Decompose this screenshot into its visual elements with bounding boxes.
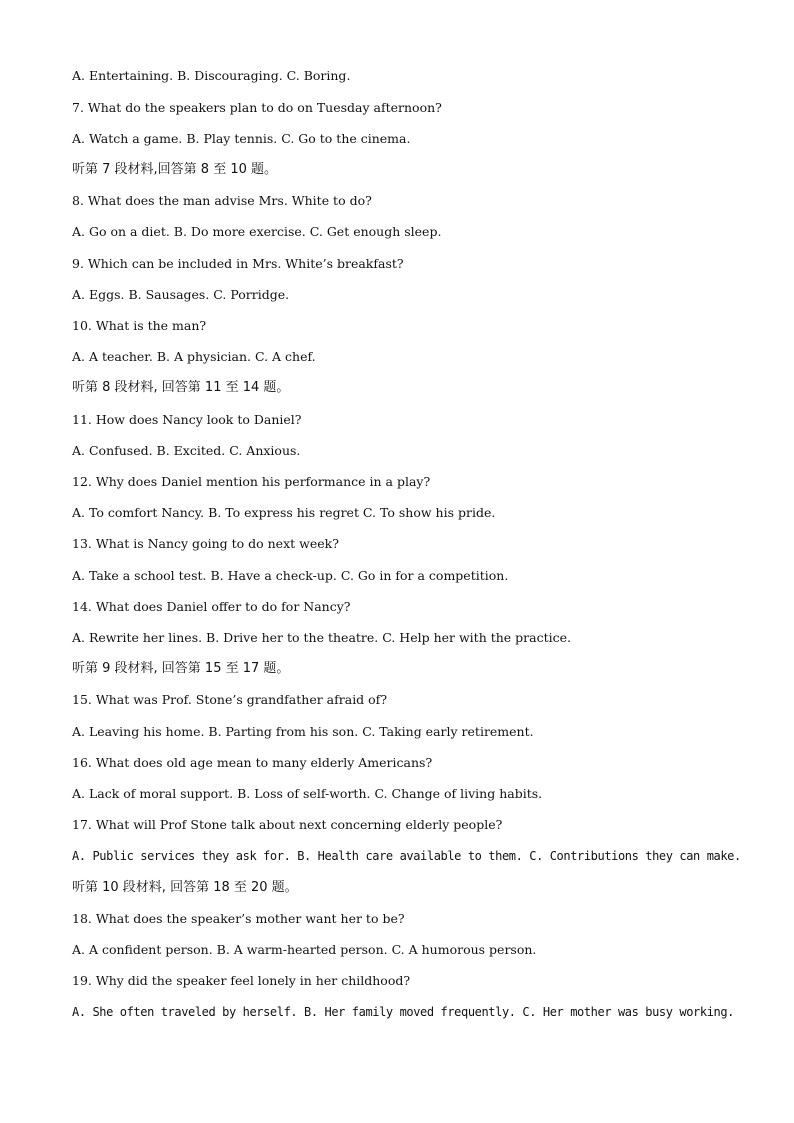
q18-options: A. A confident person. B. A warm-hearted person. C. A humorous person.	[72, 942, 537, 957]
q13-question: 13. What is Nancy going to do next week?	[72, 536, 339, 551]
q11-options: A. Confused. B. Excited. C. Anxious.	[72, 443, 301, 458]
section-7-header: 听第 7 段材料,回答第 8 至 10 题。	[72, 162, 278, 177]
q13-options: A. Take a school test. B. Have a check-up. C. Go in for a competition.	[72, 568, 509, 583]
q17-options: A. Public services they ask for. B. Health care available to them. C. Contributions they can make.	[72, 849, 741, 863]
section-8-header: 听第 8 段材料, 回答第 11 至 14 题。	[72, 380, 290, 395]
q6-options: A. Entertaining. B. Discouraging. C. Boring.	[72, 68, 351, 83]
q15-options: A. Leaving his home. B. Parting from his son. C. Taking early retirement.	[72, 724, 534, 739]
section-9-header: 听第 9 段材料, 回答第 15 至 17 题。	[72, 661, 290, 676]
q9-question: 9. Which can be included in Mrs. White’s breakfast?	[72, 256, 404, 271]
q14-question: 14. What does Daniel offer to do for Nancy?	[72, 599, 351, 614]
q16-options: A. Lack of moral support. B. Loss of self-worth. C. Change of living habits.	[72, 786, 543, 801]
q10-options: A. A teacher. B. A physician. C. A chef.	[72, 349, 316, 364]
section-10-header: 听第 10 段材料, 回答第 18 至 20 题。	[72, 880, 298, 895]
q10-question: 10. What is the man?	[72, 318, 207, 333]
q8-options: A. Go on a diet. B. Do more exercise. C. Get enough sleep.	[72, 224, 442, 239]
q7-options: A. Watch a game. B. Play tennis. C. Go to the cinema.	[72, 131, 411, 146]
q11-question: 11. How does Nancy look to Daniel?	[72, 412, 302, 427]
q9-options: A. Eggs. B. Sausages. C. Porridge.	[72, 287, 290, 302]
q18-question: 18. What does the speaker’s mother want her to be?	[72, 911, 405, 926]
q19-options: A. She often traveled by herself. B. Her family moved frequently. C. Her mother was busy working.	[72, 1005, 734, 1019]
q16-question: 16. What does old age mean to many elderly Americans?	[72, 755, 433, 770]
q12-options: A. To comfort Nancy. B. To express his regret C. To show his pride.	[72, 505, 496, 520]
q17-question: 17. What will Prof Stone talk about next concerning elderly people?	[72, 817, 503, 832]
q15-question: 15. What was Prof. Stone’s grandfather afraid of?	[72, 692, 388, 707]
q8-question: 8. What does the man advise Mrs. White to do?	[72, 193, 372, 208]
q14-options: A. Rewrite her lines. B. Drive her to the theatre. C. Help her with the practice.	[72, 630, 571, 645]
q12-question: 12. Why does Daniel mention his performance in a play?	[72, 474, 431, 489]
q19-question: 19. Why did the speaker feel lonely in her childhood?	[72, 973, 411, 988]
q7-question: 7. What do the speakers plan to do on Tuesday afternoon?	[72, 100, 442, 115]
